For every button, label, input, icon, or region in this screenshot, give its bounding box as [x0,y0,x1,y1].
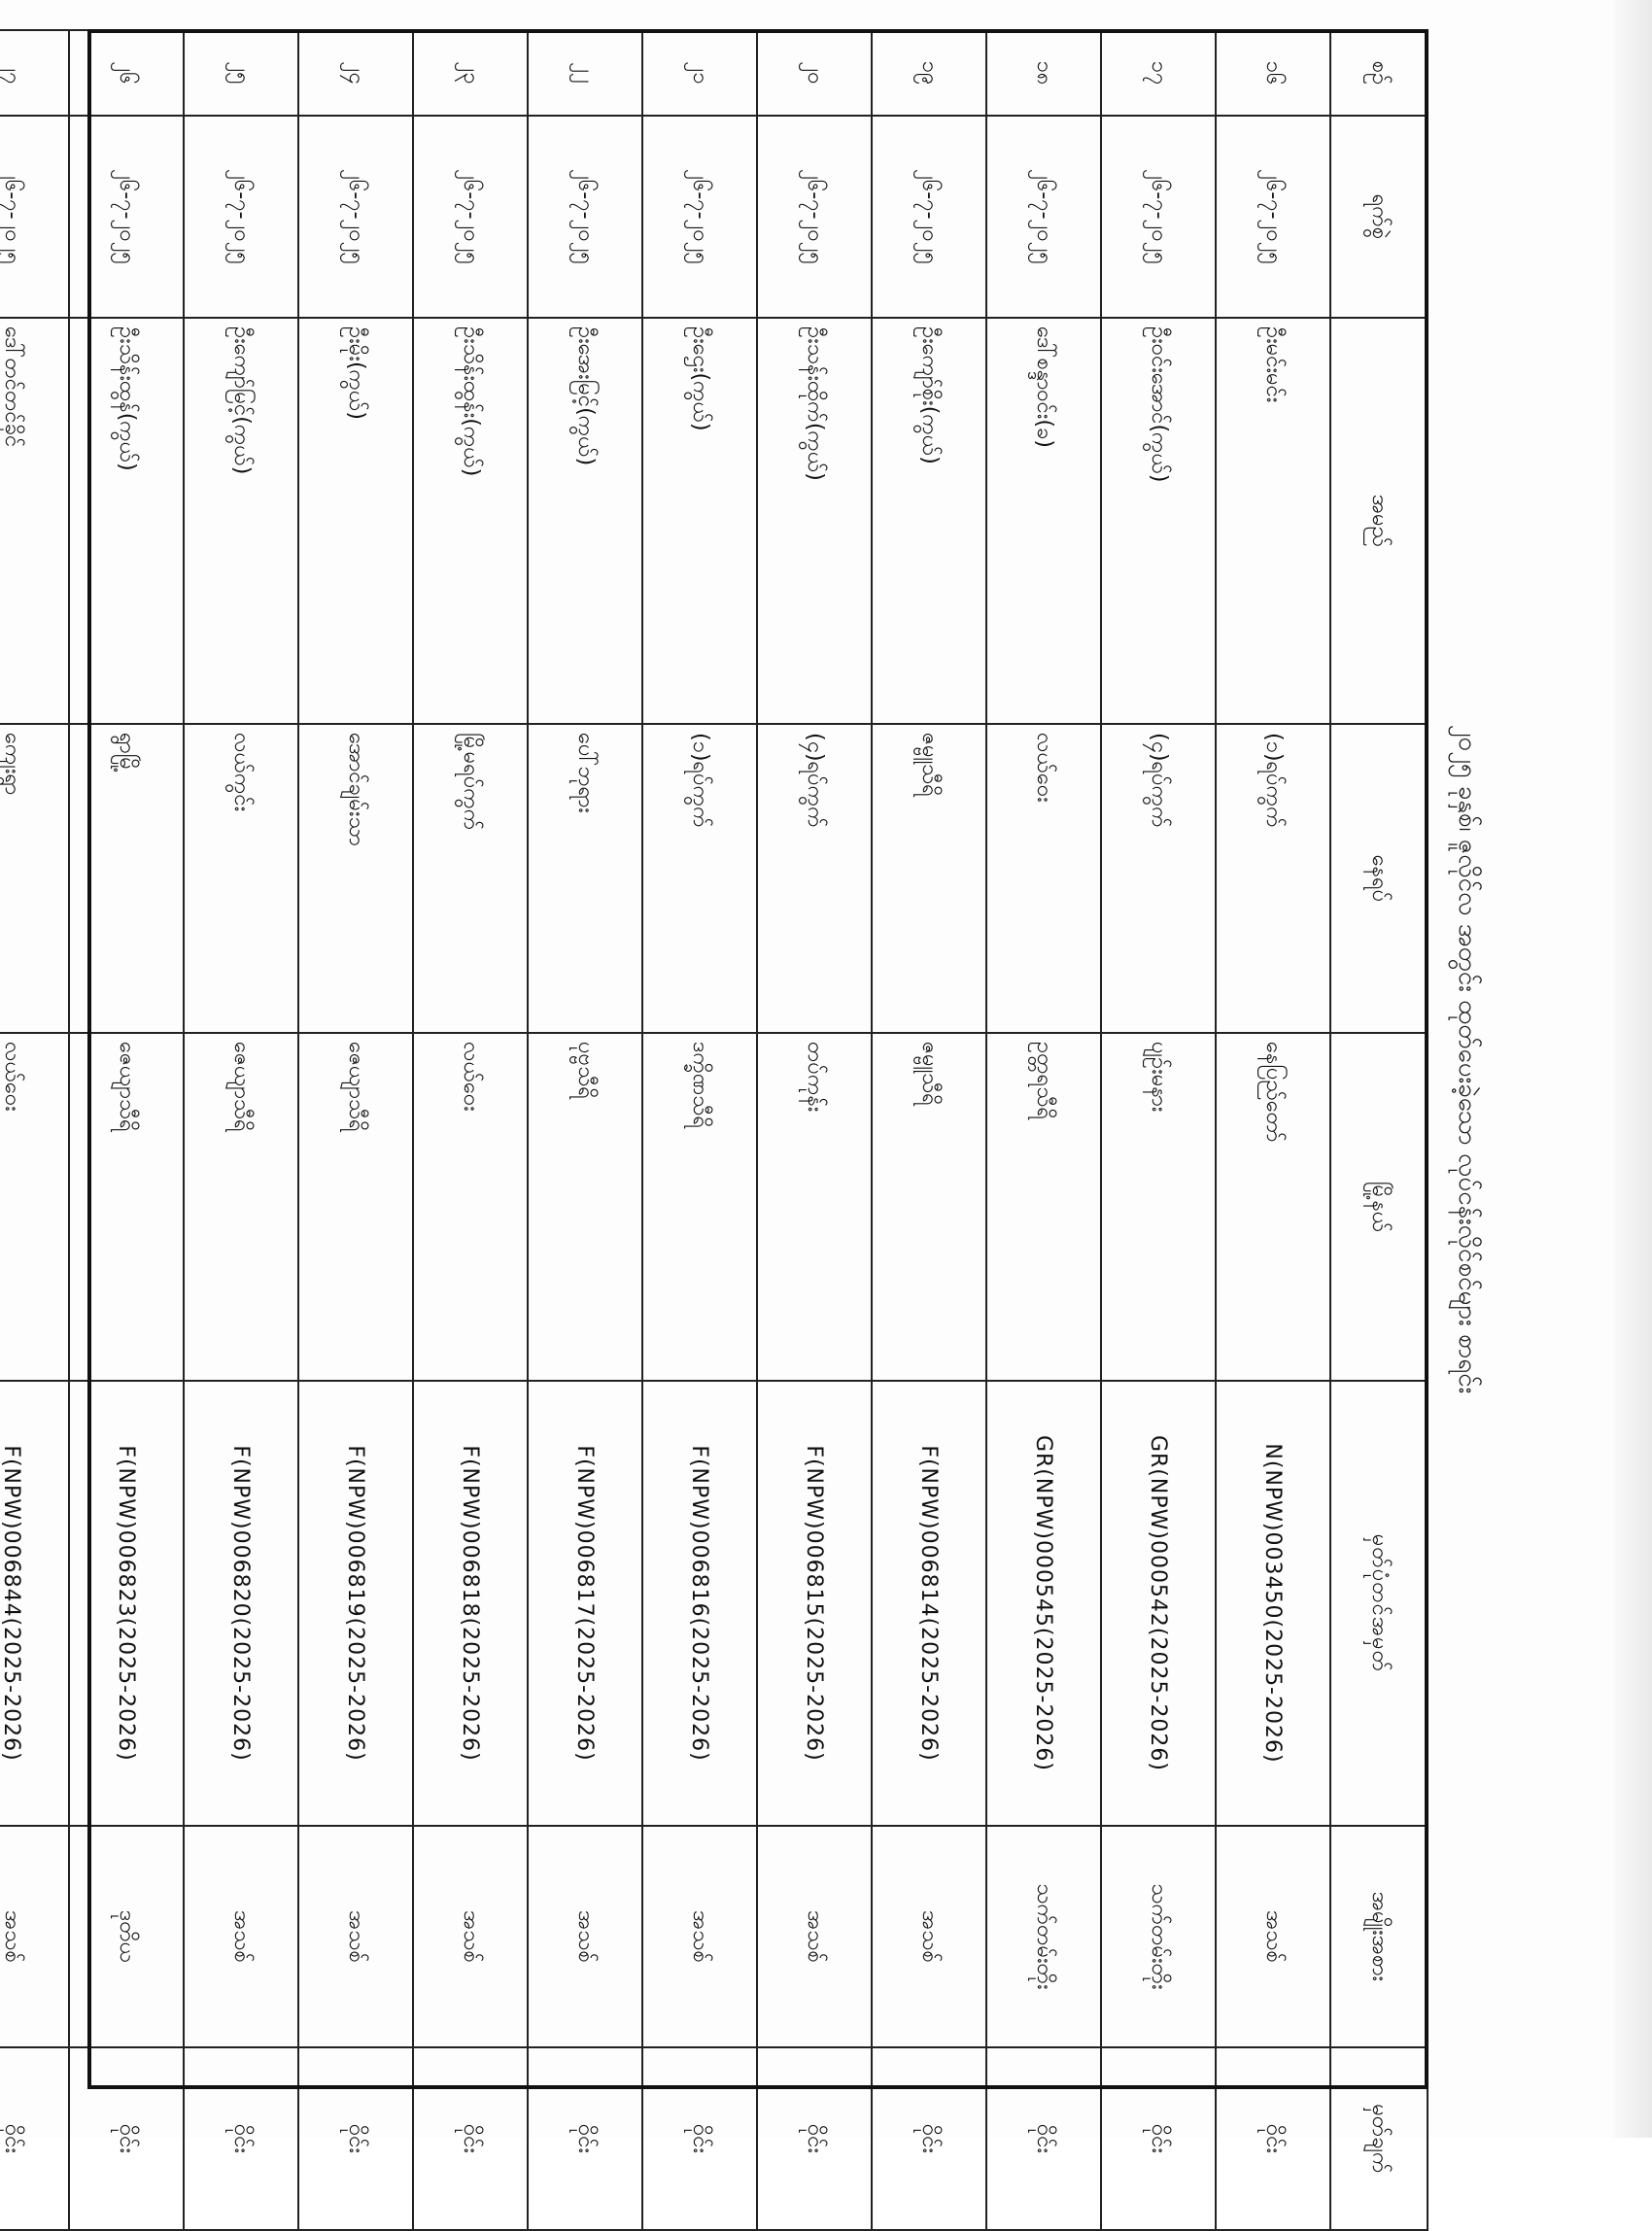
cell-registration: F(NPW)006816(2025-2026) [642,1381,757,1826]
cell-date: ၂၆-၇-၂၀၂၅ [642,116,757,318]
cell-town: ဇေယျာသီရိ [69,1033,184,1381]
cell-no: ၂၀ [757,30,872,116]
cell-category: အသစ် [1216,1826,1330,2047]
cell-remarks: ဝိုင်း [642,2047,757,2230]
cell-category: ဒုတိယ [69,1826,184,2047]
cell-date: ၂၆-၇-၂၀၂၅ [1216,116,1330,318]
header-registration: မှတ်ပုံတင်အမှတ် [1330,1381,1428,1826]
cell-date: ၂၆-၇-၂၀၂၅ [413,116,528,318]
cell-category: အသစ် [298,1826,413,2047]
cell-town: ဇေယျာသီရိ [298,1033,413,1381]
cell-name: ဦးမိုး(ကွယ်) [298,318,413,724]
cell-date: ၂၆-၇-၂၀၂၅ [986,116,1101,318]
cell-date: ၂၆-၇-၂၀၂၅ [184,116,298,318]
header-category: အမျိုးအစား [1330,1826,1428,2047]
cell-no: ၁၉ [872,30,986,116]
cell-category: သက်တမ်းတိုး [986,1826,1101,2047]
cell-town: ဇေယျာသီရိ [184,1033,298,1381]
cell-address: အောင်ချမ်းသာ [298,724,413,1033]
cell-address: (၄)ရပ်ကွက် [1101,724,1216,1033]
cell-registration: F(NPW)006819(2025-2026) [298,1381,413,1826]
header-name: အမည် [1330,318,1428,724]
table-header-row [1330,30,1428,2230]
cell-remarks: ဝိုင်း [872,2047,986,2230]
cell-no: ၂၆ [69,30,184,116]
cell-name: ဦးသိန်းထွန်(ကွယ်) [69,318,184,724]
cell-date: ၂၆-၇-၂၀၂၅ [0,116,69,318]
cell-no: ၂၂ [528,30,642,116]
cell-town: ဒက္ခိဏသီရိ [642,1033,757,1381]
cell-address: လယ်ကွင်း [184,724,298,1033]
cell-category: အသစ် [413,1826,528,2047]
table-row [1216,30,1330,2230]
cell-date: ၂၆-၇-၂၀၂၅ [1101,116,1216,318]
cell-remarks: ဝိုင်း [1101,2047,1216,2230]
cell-town: ဇမ္ဗူသီရိ [872,1033,986,1381]
cell-address: ဇမ္ဗူသီရိ [872,724,986,1033]
cell-name: ဒေါ်စန္ဒာဝင်း(ခ) [986,318,1101,724]
cell-address: (၄)ရပ်ကွက် [757,724,872,1033]
cell-name: ဦးသန်းထိုက်(ကွယ်) [757,318,872,724]
table-row [872,30,986,2230]
cell-no: ၁၆ [1216,30,1330,116]
table-row [0,30,69,2230]
cell-remarks: ဝိုင်း [1216,2047,1330,2230]
cell-remarks: ဝိုင်း [298,2047,413,2230]
cell-town: နေပြည်တော် [1216,1033,1330,1381]
cell-address: လယ်ဝေး [986,724,1101,1033]
cell-town: ပျဉ်းမနား [1101,1033,1216,1381]
cell-date: ၂၆-၇-၂၀၂၅ [872,116,986,318]
cell-registration: F(NPW)006823(2025-2026) [69,1381,184,1826]
header-no: စဉ် [1330,30,1428,116]
cell-address: မြို့မရပ်ကွက် [413,724,528,1033]
cell-date: ၂၆-၇-၂၀၂၅ [298,116,413,318]
cell-remarks: ဝိုင်း [0,2047,69,2230]
cell-address: ပေါ်ဘုရား [528,724,642,1033]
header-town: မြို့နယ် [1330,1033,1428,1381]
cell-name: ဦးသိန်းထွန်း(ကွယ်) [413,318,528,724]
cell-registration: GR(NPW)000542(2025-2026) [1101,1381,1216,1826]
cell-address: ရွာမြို့ [69,724,184,1033]
cell-town: တပ်ကုန်း [757,1033,872,1381]
table-row [528,30,642,2230]
table-row [413,30,528,2230]
header-address: နေရပ် [1330,724,1428,1033]
cell-category: အသစ် [184,1826,298,2047]
cell-remarks: ဝိုင်း [413,2047,528,2230]
table-row [69,30,184,2230]
license-table [0,29,1428,2231]
table-body [0,30,1330,2230]
cell-name: ဒေါ်တင်တင်ခိုင် [0,318,69,724]
cell-registration: GR(NPW)000545(2025-2026) [986,1381,1101,1826]
cell-no: ၁၇ [1101,30,1216,116]
cell-remarks: ဝိုင်း [69,2047,184,2230]
cell-no: ၂၄ [298,30,413,116]
cell-category: အသစ် [872,1826,986,2047]
cell-no: ၂၃ [413,30,528,116]
cell-no: ၂၇ [0,30,69,116]
cell-date: ၂၆-၇-၂၀၂၅ [69,116,184,318]
table-row [986,30,1101,2230]
cell-registration: F(NPW)006815(2025-2026) [757,1381,872,1826]
cell-address: (၁)ရပ်ကွက် [1216,724,1330,1033]
cell-category: အသစ် [0,1826,69,2047]
rotated-document [0,19,1497,2174]
cell-name: ဦးကျော်စိုး(ကွယ်) [872,318,986,724]
header-date: ရက်စွဲ [1330,116,1428,318]
cell-remarks: ဝိုင်း [757,2047,872,2230]
document-title: ၂၀၂၅ ခုနှစ်၊ ဇူလိုင်လ အတွင်း ထုတ်ပေးခဲ့သော လုပ်ငန်းလိုင်စင်များ စာရင်း [1453,724,1482,1394]
cell-address: (၁)ရပ်ကွက် [642,724,757,1033]
table-row [1101,30,1216,2230]
header-remarks: မှတ်ချက် [1330,2047,1428,2230]
cell-address: ကျေးရွာ [0,724,69,1033]
table-row [298,30,413,2230]
cell-registration: F(NPW)006844(2025-2026) [0,1381,69,1826]
cell-remarks: ဝိုင်း [184,2047,298,2230]
cell-registration: N(NPW)003450(2025-2026) [1216,1381,1330,1826]
cell-registration: F(NPW)006814(2025-2026) [872,1381,986,1826]
cell-no: ၁၈ [986,30,1101,116]
cell-town: လယ်ဝေး [413,1033,528,1381]
cell-town: ဥတ္တရသီရိ [986,1033,1101,1381]
cell-category: အသစ် [642,1826,757,2047]
cell-town: ပုဗ္ဗသီရိ [528,1033,642,1381]
cell-name: ဦးအေးမြင့်(ကွယ်) [528,318,642,724]
cell-category: သက်တမ်းတိုး [1101,1826,1216,2047]
table-row [642,30,757,2230]
cell-registration: F(NPW)006817(2025-2026) [528,1381,642,1826]
cell-name: ဦးမင်းမင်း [1216,318,1330,724]
cell-town: လယ်ဝေး [0,1033,69,1381]
cell-remarks: ဝိုင်း [528,2047,642,2230]
cell-category: အသစ် [528,1826,642,2047]
cell-registration: F(NPW)006818(2025-2026) [413,1381,528,1826]
cell-name: ဦးဝင်းအောင်(ကွယ်) [1101,318,1216,724]
cell-registration: F(NPW)006820(2025-2026) [184,1381,298,1826]
cell-date: ၂၆-၇-၂၀၂၅ [528,116,642,318]
cell-date: ၂၆-၇-၂၀၂၅ [757,116,872,318]
cell-name: ဦးကျော်မြင့်(ကွယ်) [184,318,298,724]
table-row [757,30,872,2230]
cell-no: ၂၅ [184,30,298,116]
cell-remarks: ဝိုင်း [986,2047,1101,2230]
page-fold-shadow [1613,0,1652,2138]
table-row [184,30,298,2230]
cell-no: ၂၁ [642,30,757,116]
cell-name: ဦးဌေး(ကွယ်) [642,318,757,724]
cell-category: အသစ် [757,1826,872,2047]
